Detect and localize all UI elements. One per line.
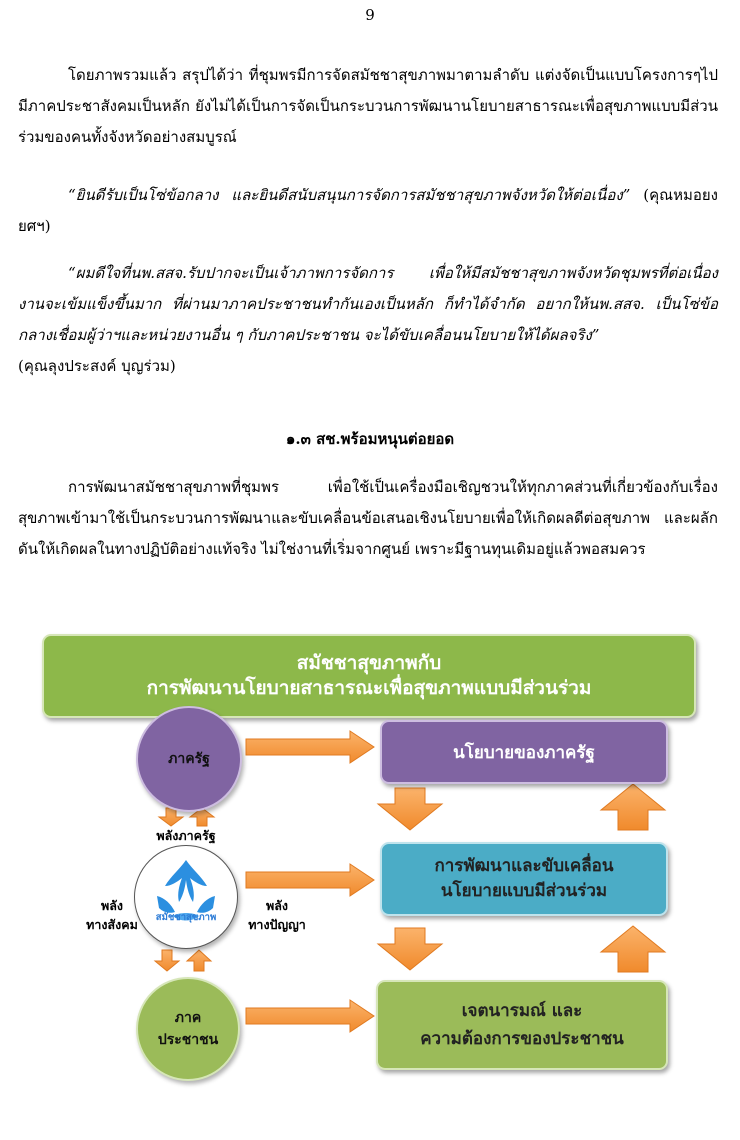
diagram-title	[42, 634, 696, 718]
arrow-assembly-to-dev	[246, 864, 374, 896]
logo-text: สมัชชาสุขภาพ	[155, 912, 217, 923]
hands-logo-icon	[143, 852, 229, 938]
paragraph-summary: โดยภาพรวมแล้ว สรุปได้ว่า ที่ชุมพรมีการจัดสมัชชาสุขภาพมาตามลำดับ แต่งจัดเป็นแบบโครงการๆไป มีภาคประชาสังคมเป็นหลัก ยังไม่ได้เป็นการจัดเป็นกระบวนการพัฒนานโยบายสาธารณะเพื่อสุขภาพแบบมีส่วนร่วมของคนทั้งจังหวัดอย่างสมบูรณ์	[18, 66, 718, 146]
paragraph-development: การพัฒนาสมัชชาสุขภาพที่ชุมพร เพื่อใช้เป็นเครื่องมือเชิญชวนให้ทุกภาคส่วนที่เกี่ยวข้องกับเรื่องสุขภาพเข้ามาใช้เป็นกระบวนการพัฒนาและขับเคลื่อนข้อเสนอเชิงนโยบายเพื่อให้เกิดผลดีต่อสุขภาพ และผลักดันให้เกิดผลในทางปฏิบัติอย่างแท้จริง ไม่ใช่งานที่เริ่มจากศูนย์ เพราะมีฐานทุนเดิมอยู่แล้วพอสมควร	[18, 478, 718, 558]
arrow-people-up	[601, 926, 665, 972]
quote-doctor-text: “ยินดีรับเป็นโซ่ข้อกลาง และยินดีสนับสนุนการจัดการสมัชชาสุขภาพจังหวัดให้ต่อเนื่อง”	[68, 186, 631, 204]
quote-doctor-attribution: (คุณหมอยงยศฯ)	[18, 186, 718, 235]
section-heading: ๑.๓ สช.พร้อมหนุนต่อยอด	[285, 430, 455, 448]
social-power-line1: พลัง	[100, 898, 123, 913]
quote-doctor	[18, 180, 718, 242]
arrow-state-to-policy	[246, 731, 374, 763]
arrow-dev-down	[378, 928, 442, 970]
people-circle-line2: ประชาชน	[157, 1032, 219, 1048]
people-circle-line1: ภาค	[174, 1010, 202, 1026]
diagram-title-line1: สมัชชาสุขภาพกับ	[296, 652, 442, 674]
people-sector-circle	[136, 977, 240, 1081]
participatory-development-box	[380, 842, 668, 916]
state-power-label: พลังภาครัฐ	[156, 828, 216, 843]
dev-box-line1: การพัฒนาและขับเคลื่อน	[434, 856, 614, 876]
wisdom-power-line2: ทางปัญญา	[248, 917, 306, 932]
dev-box-line2: นโยบายแบบมีส่วนร่วม	[440, 881, 608, 901]
arrow-people-up-small	[187, 950, 211, 971]
social-power-label	[72, 896, 152, 934]
arrow-dev-up	[601, 784, 665, 830]
arrow-people-to-will	[246, 1000, 374, 1032]
people-box-line1: เจตนารมณ์ และ	[461, 1001, 583, 1021]
people-box-line2: ความต้องการของประชาชน	[420, 1029, 624, 1049]
state-sector-circle: ภาครัฐ	[136, 706, 242, 812]
quote-uncle-attribution: (คุณลุงประสงค์ บุญร่วม)	[18, 357, 176, 375]
wisdom-power-label	[232, 896, 322, 934]
wisdom-power-line1: พลัง	[265, 898, 288, 913]
quote-uncle: “ผมดีใจที่นพ.สสจ.รับปากจะเป็นเจ้าภาพการจัดการ เพื่อให้มีสมัชชาสุขภาพจังหวัดชุมพรที่ต่อเนื่อง งานจะเข้มแข็งขึ้นมาก ที่ผ่านมาภาคประชาชนทำกันเองเป็นหลัก ก็ทำได้จำกัด อยากให้นพ.สสจ. เป็นโซ่ข้อกลางเชื่อมผู้ว่าฯและหน่วยงานอื่น ๆ กับภาคประชาชน จะได้ขับเคลื่อนนโยบายให้ได้ผลจริง”	[18, 264, 718, 344]
arrow-policy-down	[378, 788, 442, 830]
participatory-policy-diagram	[0, 620, 740, 1100]
social-power-line2: ทางสังคม	[86, 917, 138, 932]
people-will-box	[376, 980, 668, 1070]
state-policy-box: นโยบายของภาครัฐ	[380, 720, 668, 784]
diagram-title-line2: การพัฒนานโยบายสาธารณะเพื่อสุขภาพแบบมีส่วนร่วม	[146, 677, 592, 699]
page-number: 9	[365, 6, 375, 24]
arrow-assembly-down	[155, 950, 179, 971]
